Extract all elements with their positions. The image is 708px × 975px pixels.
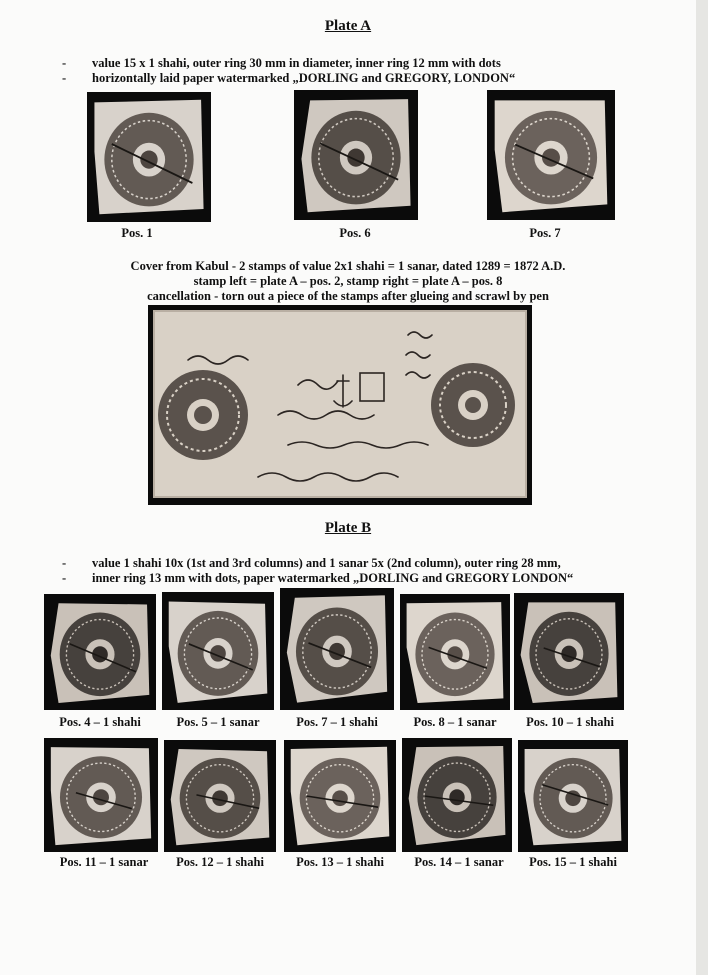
stamp-caption: Pos. 11 – 1 sanar <box>59 855 149 869</box>
bullet-text: value 15 x 1 shahi, outer ring 30 mm in diameter, inner ring 12 mm with dots <box>92 56 501 70</box>
plate-b-bullets <box>62 556 573 586</box>
stamp-photo <box>400 594 510 710</box>
stamp-photo <box>284 740 396 852</box>
stamp-photo <box>514 593 624 710</box>
cover-stamp-left <box>158 370 248 460</box>
stamp-image <box>514 593 624 710</box>
bullet-dash: - <box>62 556 67 570</box>
stamp-image <box>294 90 418 220</box>
stamp-image <box>164 740 276 852</box>
stamp-caption: Pos. 15 – 1 shahi <box>529 855 617 869</box>
bullet-text: value 1 shahi 10x (1st and 3rd columns) and 1 sanar 5x (2nd column), outer ring 28 mm, <box>92 556 561 570</box>
stamp-caption: Pos. 6 <box>339 226 371 240</box>
stamp-image <box>162 592 274 710</box>
stamp-image <box>518 740 628 852</box>
stamp-image <box>44 738 158 852</box>
bullet-text: inner ring 13 mm with dots, paper watermarked „DORLING and GREGORY LONDON“ <box>92 571 574 585</box>
bullet-item <box>62 556 573 571</box>
cover-stamp-right <box>431 363 515 447</box>
stamp-caption: Pos. 4 – 1 shahi <box>59 715 141 729</box>
stamp-caption: Pos. 5 – 1 sanar <box>176 715 260 729</box>
cover-line: Cover from Kabul - 2 stamps of value 2x1 shahi = 1 sanar, dated 1289 = 1872 A.D. <box>130 259 566 273</box>
stamp-caption: Pos. 10 – 1 shahi <box>526 715 614 729</box>
stamp-image <box>487 90 615 220</box>
stamp-photo <box>44 594 156 710</box>
bullet-dash: - <box>62 71 67 85</box>
stamp-photo <box>164 740 276 852</box>
stamp-image <box>400 594 510 710</box>
cover-description <box>0 259 696 304</box>
stamp-photo <box>44 738 158 852</box>
stamp-caption: Pos. 8 – 1 sanar <box>413 715 497 729</box>
stamp-image <box>87 92 211 222</box>
stamp-caption: Pos. 7 – 1 shahi <box>296 715 378 729</box>
stamp-caption: Pos. 12 – 1 shahi <box>176 855 264 869</box>
stamp-image <box>402 738 512 852</box>
stamp-image <box>284 740 396 852</box>
stamp-image <box>280 588 394 710</box>
plate-a-title: Plate A <box>324 18 372 34</box>
cover-line: cancellation - torn out a piece of the stamps after glueing and scrawl by pen <box>147 289 549 303</box>
bullet-dash: - <box>62 571 67 585</box>
stamp-photo <box>280 588 394 710</box>
cover-image <box>148 305 532 505</box>
page-edge <box>696 0 708 975</box>
bullet-item <box>62 71 515 86</box>
stamp-photo <box>487 90 615 220</box>
bullet-dash: - <box>62 56 67 70</box>
stamp-photo <box>402 738 512 852</box>
stamp-caption: Pos. 7 <box>529 226 561 240</box>
cover-photo <box>148 305 532 505</box>
stamp-photo <box>162 592 274 710</box>
bullet-item <box>62 56 515 71</box>
stamp-caption: Pos. 13 – 1 shahi <box>296 855 384 869</box>
stamp-image <box>44 594 156 710</box>
stamp-caption: Pos. 1 <box>121 226 153 240</box>
bullet-item <box>62 571 573 586</box>
plate-b-title: Plate B <box>324 520 372 536</box>
cover-line: stamp left = plate A – pos. 2, stamp right = plate A – pos. 8 <box>193 274 503 288</box>
stamp-photo <box>518 740 628 852</box>
plate-a-bullets <box>62 56 515 86</box>
stamp-photo <box>294 90 418 220</box>
bullet-text: horizontally laid paper watermarked „DORLING and GREGORY, LONDON“ <box>92 71 516 85</box>
stamp-photo <box>87 92 211 222</box>
stamp-caption: Pos. 14 – 1 sanar <box>414 855 504 869</box>
